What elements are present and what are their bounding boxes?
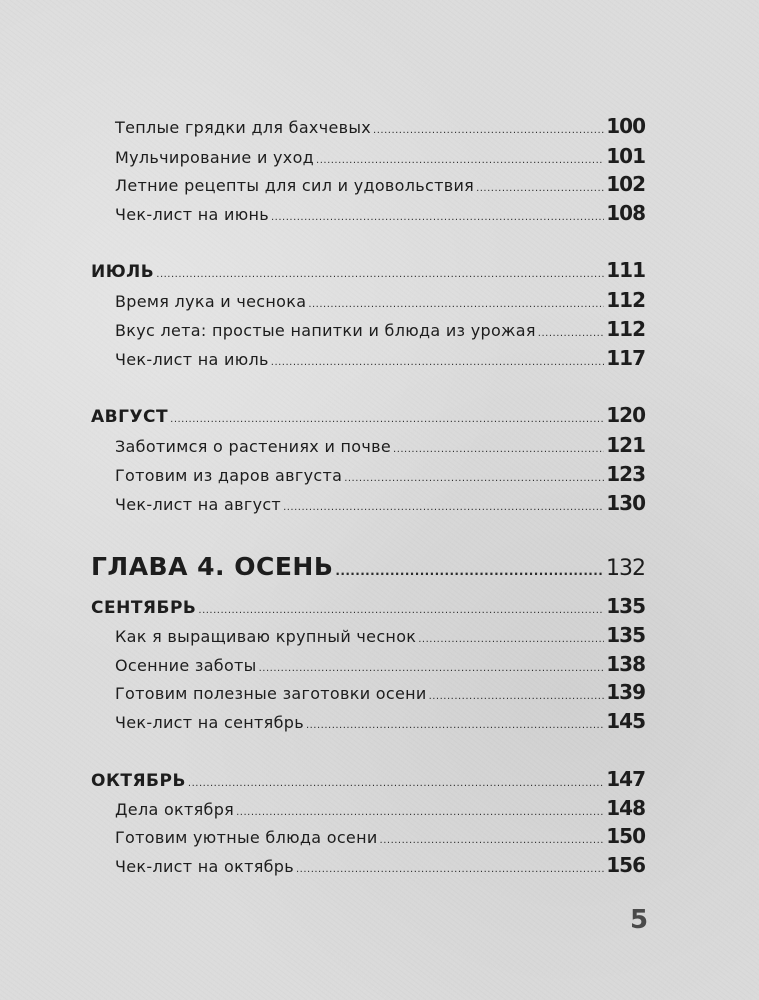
toc-entry[interactable] (115, 433, 645, 457)
toc-entry[interactable] (115, 824, 645, 848)
page-number: 138 (606, 652, 645, 676)
toc-entry[interactable] (115, 462, 645, 486)
toc-month-august[interactable] (91, 403, 645, 427)
toc-entry[interactable] (115, 652, 645, 676)
entry-title: Заботимся о растениях и почве (115, 437, 392, 456)
month-title: СЕНТЯБРЬ (91, 598, 197, 618)
toc-month-july[interactable] (91, 258, 645, 282)
toc-entry[interactable] (115, 796, 645, 820)
dot-leader (308, 299, 604, 310)
page-number: 145 (606, 709, 645, 733)
dot-leader (429, 691, 605, 702)
toc-month-september[interactable] (91, 594, 645, 618)
toc-month-october[interactable] (91, 767, 645, 791)
page-number: 120 (606, 403, 645, 427)
page-number: 132 (606, 556, 645, 581)
dot-leader (188, 778, 604, 789)
toc-entry[interactable] (115, 201, 645, 225)
chapter-title: ГЛАВА 4. ОСЕНЬ (91, 552, 334, 581)
page-number: 112 (606, 288, 645, 312)
page-number: 135 (606, 594, 645, 618)
dot-leader (316, 155, 604, 166)
page-number: 148 (606, 796, 645, 820)
page-number: 135 (606, 623, 645, 647)
month-title: ИЮЛЬ (91, 262, 155, 282)
dot-leader (380, 835, 605, 846)
entry-title: Готовим уютные блюда осени (115, 828, 378, 847)
dot-leader (170, 414, 604, 425)
page-number: 100 (606, 114, 645, 138)
dot-leader (393, 444, 604, 455)
toc-entry[interactable] (115, 346, 645, 370)
page-number: 117 (606, 346, 645, 370)
dot-leader (373, 125, 604, 136)
dot-leader (538, 328, 604, 339)
page-number: 139 (606, 680, 645, 704)
dot-leader (283, 502, 604, 513)
page-folio-number: 5 (630, 905, 649, 935)
entry-title: Осенние заботы (115, 656, 257, 675)
entry-title: Дела октября (115, 800, 235, 819)
month-title: ОКТЯБРЬ (91, 771, 186, 791)
page-number: 156 (606, 853, 645, 877)
page-number: 101 (606, 144, 645, 168)
toc-entry[interactable] (115, 172, 645, 196)
entry-title: Мульчирование и уход (115, 148, 315, 167)
toc-entry[interactable] (115, 623, 645, 647)
dot-leader (344, 473, 604, 484)
dot-leader (335, 564, 604, 578)
toc-entry[interactable] (115, 491, 645, 515)
entry-title: Летние рецепты для сил и удовольствия (115, 176, 475, 195)
dot-leader (198, 605, 604, 616)
page-number: 123 (606, 462, 645, 486)
toc-entry[interactable] (115, 144, 645, 168)
page-number: 150 (606, 824, 645, 848)
entry-title: Чек-лист на июль (115, 350, 269, 369)
dot-leader (271, 212, 604, 223)
entry-title: Готовим из даров августа (115, 466, 343, 485)
page-number: 147 (606, 767, 645, 791)
page-number: 111 (606, 258, 645, 282)
dot-leader (259, 663, 605, 674)
dot-leader (296, 864, 604, 875)
entry-title: Как я выращиваю крупный чеснок (115, 627, 417, 646)
dot-leader (476, 183, 604, 194)
entry-title: Чек-лист на сентябрь (115, 713, 304, 732)
page-number: 130 (606, 491, 645, 515)
entry-title: Чек-лист на август (115, 495, 282, 514)
toc-entry[interactable] (115, 709, 645, 733)
toc-entry[interactable] (115, 288, 645, 312)
dot-leader (156, 269, 604, 280)
page-number: 121 (606, 433, 645, 457)
entry-title: Время лука и чеснока (115, 292, 307, 311)
toc-entry[interactable] (115, 317, 645, 341)
dot-leader (306, 720, 604, 731)
entry-title: Теплые грядки для бахчевых (115, 118, 372, 137)
page-number: 102 (606, 172, 645, 196)
month-title: АВГУСТ (91, 407, 169, 427)
page-number: 112 (606, 317, 645, 341)
page-number: 108 (606, 201, 645, 225)
dot-leader (271, 357, 604, 368)
entry-title: Чек-лист на октябрь (115, 857, 294, 876)
entry-title: Готовим полезные заготовки осени (115, 684, 427, 703)
entry-title: Вкус лета: простые напитки и блюда из урожая (115, 321, 536, 340)
entry-title: Чек-лист на июнь (115, 205, 269, 224)
dot-leader (236, 807, 604, 818)
toc-chapter-heading[interactable] (91, 552, 645, 581)
toc-entry[interactable] (115, 853, 645, 877)
dot-leader (418, 634, 604, 645)
toc-entry[interactable] (115, 114, 645, 138)
toc-entry[interactable] (115, 680, 645, 704)
